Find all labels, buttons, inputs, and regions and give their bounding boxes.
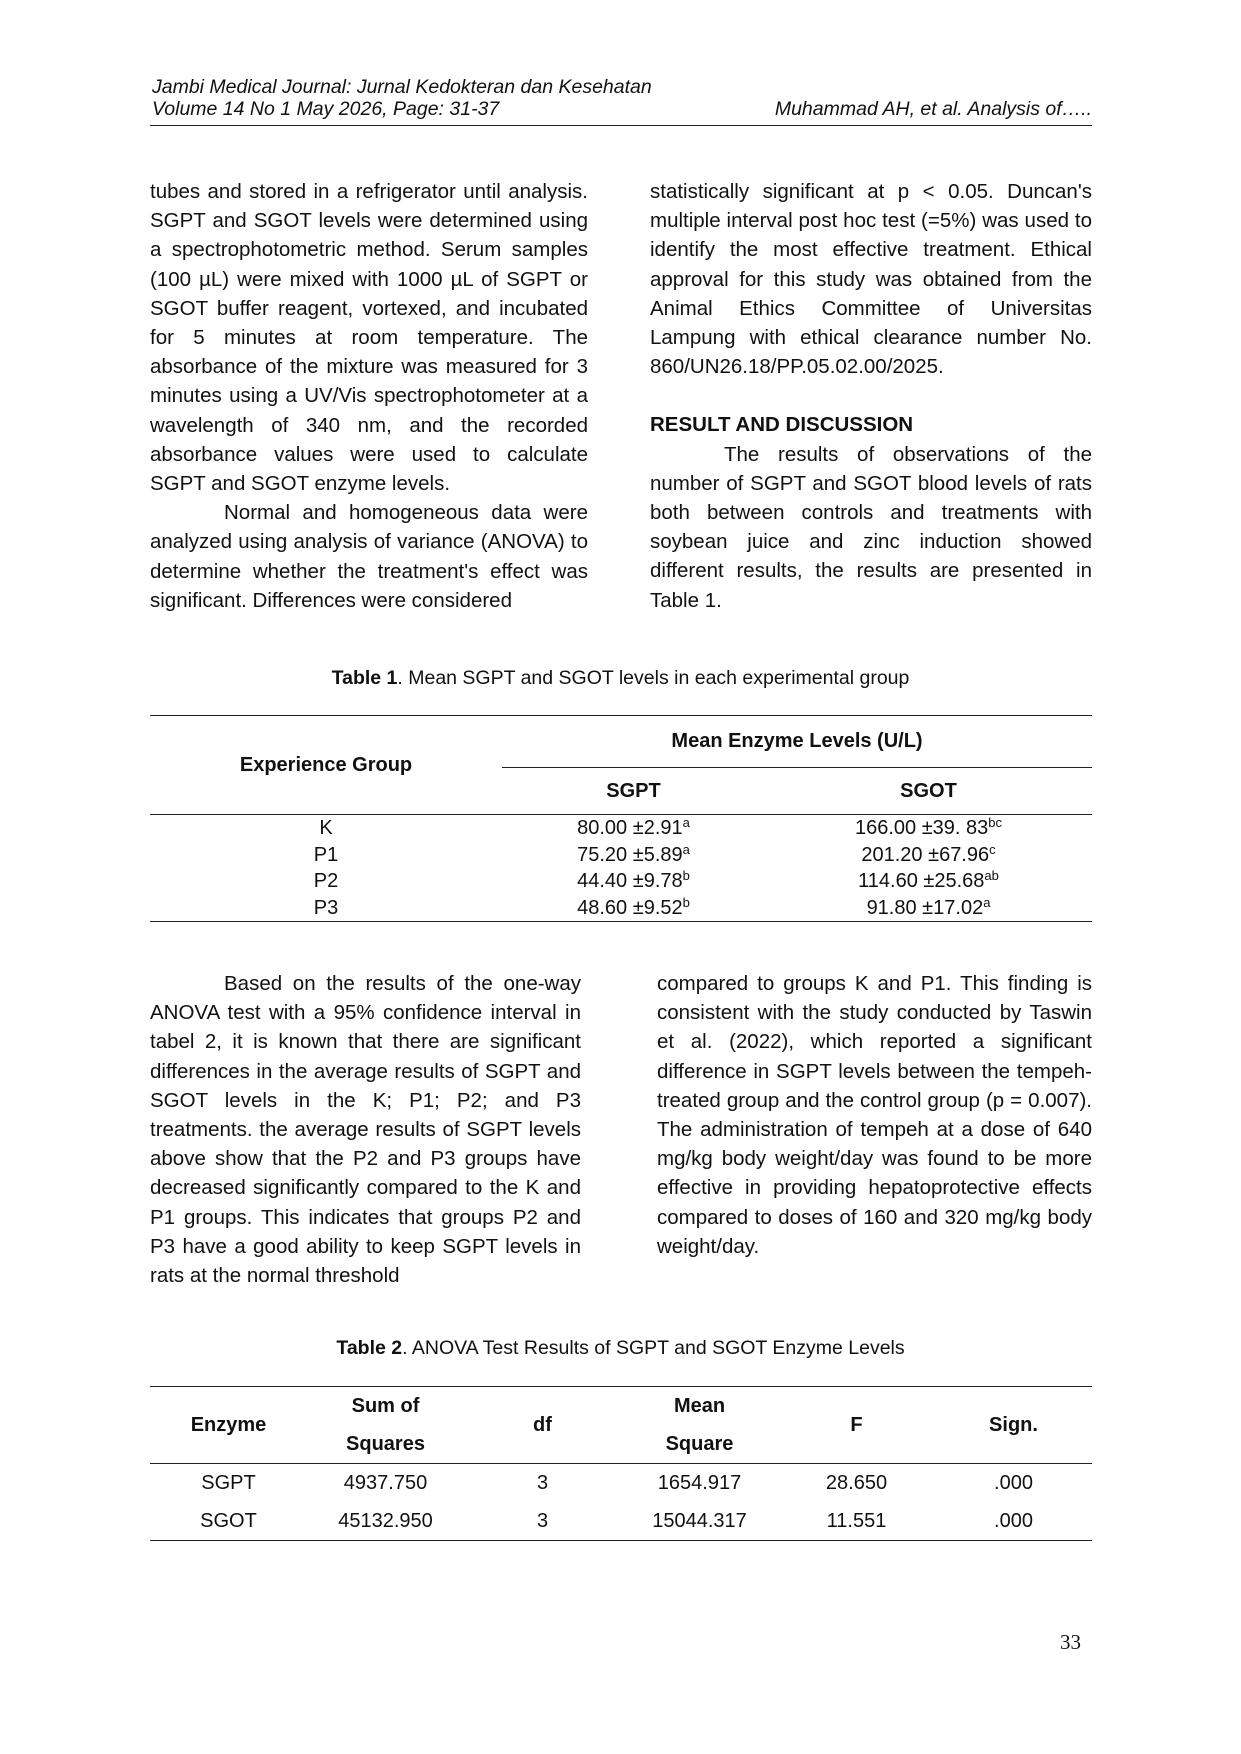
significance-letter: a (682, 841, 690, 857)
significance-letter: bc (988, 815, 1003, 831)
sgpt-cell (502, 815, 765, 842)
group-cell: K (319, 817, 333, 840)
sgot-value: 166.00 ±39. 83 (854, 817, 989, 840)
sgpt-value: 80.00 ±2.91 (577, 817, 683, 840)
sgot-value: 114.60 ±25.68 (858, 870, 985, 893)
enzyme-cell: SGOT (200, 1509, 257, 1532)
significance-letter: c (989, 841, 996, 857)
lower-left-column (150, 969, 581, 1290)
significance-letter: b (682, 868, 690, 884)
paragraph: compared to groups K and P1. This finding is consistent with the study conducted by Taswin et al. (2022), which reported a significant difference in SGPT levels between the tempeh-treated group and the control group (p = 0.007). The administration of tempeh at a dose of 640 mg/kg body weight/day was found to be more effective in providing hepatoprotective effects compared to doses of 160 and 320 mg/kg body weight/day. (657, 972, 1092, 1258)
significance-letter: b (682, 894, 690, 910)
sgpt-value: 44.40 ±9.78 (577, 870, 683, 893)
page-number: 33 (1060, 1630, 1081, 1654)
volume-info: Volume 14 No 1 May 2026, Page: 31-37 (152, 98, 500, 120)
table2-label: Table 2 (336, 1337, 403, 1359)
df-cell: 3 (536, 1471, 549, 1494)
header-line: Sum of (351, 1395, 420, 1417)
mean-square-cell: 1654.917 (657, 1471, 742, 1494)
sgot-value: 201.20 ±67.96 (861, 843, 990, 866)
significance-letter: ab (984, 868, 999, 884)
column-header-sgot: SGOT (765, 768, 1092, 815)
column-header-sign: Sign. (935, 1387, 1092, 1464)
upper-right-column (650, 177, 1092, 615)
table1-label: Table 1 (331, 667, 398, 689)
column-header-sgpt: SGPT (502, 768, 765, 815)
sign-cell: .000 (994, 1471, 1033, 1494)
table-row (150, 842, 1092, 869)
lower-right-column (657, 969, 1092, 1261)
table-row (150, 815, 1092, 842)
table2 (150, 1386, 1092, 1541)
paragraph: The results of observations of the number of SGPT and SGOT blood levels of rats both between controls and treatments with soybean juice and zinc induction showed different results, the results are presented in Table 1. (650, 442, 1092, 612)
spacer (650, 381, 1092, 410)
table-row (150, 895, 1092, 922)
df-cell: 3 (536, 1509, 549, 1532)
table1-caption (0, 667, 1241, 690)
sgpt-cell (502, 868, 765, 895)
column-header-mean-square (621, 1387, 778, 1464)
table-row (150, 868, 1092, 895)
upper-left-column (150, 177, 588, 615)
sum-of-squares-cell: 45132.950 (338, 1509, 433, 1532)
paragraph: statistically significant at p < 0.05. Duncan's multiple interval post hoc test (=5%) was used to identify the most effective treatment. Ethical approval for this study was obtained from the Animal Ethics Committee of Universitas Lampung with ethical clearance number No. 860/UN26.18/PP.05.02.00/2025. (650, 180, 1092, 379)
group-cell: P3 (313, 896, 339, 919)
column-header-sum-of-squares (307, 1387, 464, 1464)
group-cell: P1 (313, 843, 339, 866)
sgpt-value: 48.60 ±9.52 (577, 896, 683, 919)
sgot-cell (765, 868, 1092, 895)
significance-letter: a (682, 815, 690, 831)
table-row (150, 1464, 1092, 1503)
sgot-cell (765, 842, 1092, 869)
enzyme-cell: SGPT (201, 1471, 256, 1494)
sgot-value: 91.80 ±17.02 (866, 896, 984, 919)
header-line: Square (665, 1433, 734, 1455)
header-rule (150, 125, 1092, 126)
sign-cell: .000 (994, 1509, 1033, 1532)
column-header-df: df (464, 1387, 621, 1464)
column-header-mean: Mean Enzyme Levels (U/L) (502, 716, 1092, 768)
table1 (150, 715, 1092, 922)
sgpt-cell (502, 895, 765, 922)
f-cell: 28.650 (825, 1471, 888, 1494)
table2-caption (0, 1337, 1241, 1360)
running-title: Muhammad AH, et al. Analysis of….. (774, 98, 1092, 120)
sgot-cell (765, 895, 1092, 922)
running-header (152, 76, 1092, 120)
sgpt-cell (502, 842, 765, 869)
header-line: Mean (673, 1395, 726, 1417)
sum-of-squares-cell: 4937.750 (343, 1471, 428, 1494)
paragraph: Normal and homogeneous data were analyzed using analysis of variance (ANOVA) to determine whether the treatment's effect was significant. Differences were considered (150, 501, 588, 612)
table1-caption-text: . Mean SGPT and SGOT levels in each experimental group (397, 667, 910, 689)
column-header-group: Experience Group (150, 716, 502, 815)
sgot-cell (765, 815, 1092, 842)
f-cell: 11.551 (826, 1509, 887, 1532)
section-heading: RESULT AND DISCUSSION (650, 413, 914, 437)
table2-caption-text: . ANOVA Test Results of SGPT and SGOT Enzyme Levels (402, 1337, 905, 1359)
table-row (150, 1502, 1092, 1541)
sgpt-value: 75.20 ±5.89 (577, 843, 683, 866)
header-line: Squares (346, 1433, 425, 1455)
column-header-f: F (778, 1387, 935, 1464)
column-header-enzyme: Enzyme (150, 1387, 307, 1464)
group-cell: P2 (313, 870, 339, 893)
paragraph: Based on the results of the one-way ANOVA test with a 95% confidence interval in tabel 2, it is known that there are significant differences in the average results of SGPT and SGOT levels in the K; P1; P2; and P3 treatments. the average results of SGPT levels above show that the P2 and P3 groups have decreased significantly compared to the K and P1 groups. This indicates that groups P2 and P3 have a good ability to keep SGPT levels in rats at the normal threshold (150, 972, 581, 1288)
significance-letter: a (983, 894, 991, 910)
paragraph: tubes and stored in a refrigerator until analysis. SGPT and SGOT levels were determined using a spectrophotometric method. Serum samples (100 µL) were mixed with 1000 µL of SGPT or SGOT buffer reagent, vortexed, and incubated for 5 minutes at room temperature. The absorbance of the mixture was measured for 3 minutes using a UV/Vis spectrophotometer at a wavelength of 340 nm, and the recorded absorbance values were used to calculate SGPT and SGOT enzyme levels. (150, 180, 588, 496)
journal-name: Jambi Medical Journal: Jurnal Kedokteran dan Kesehatan (152, 76, 652, 98)
mean-square-cell: 15044.317 (652, 1509, 747, 1532)
